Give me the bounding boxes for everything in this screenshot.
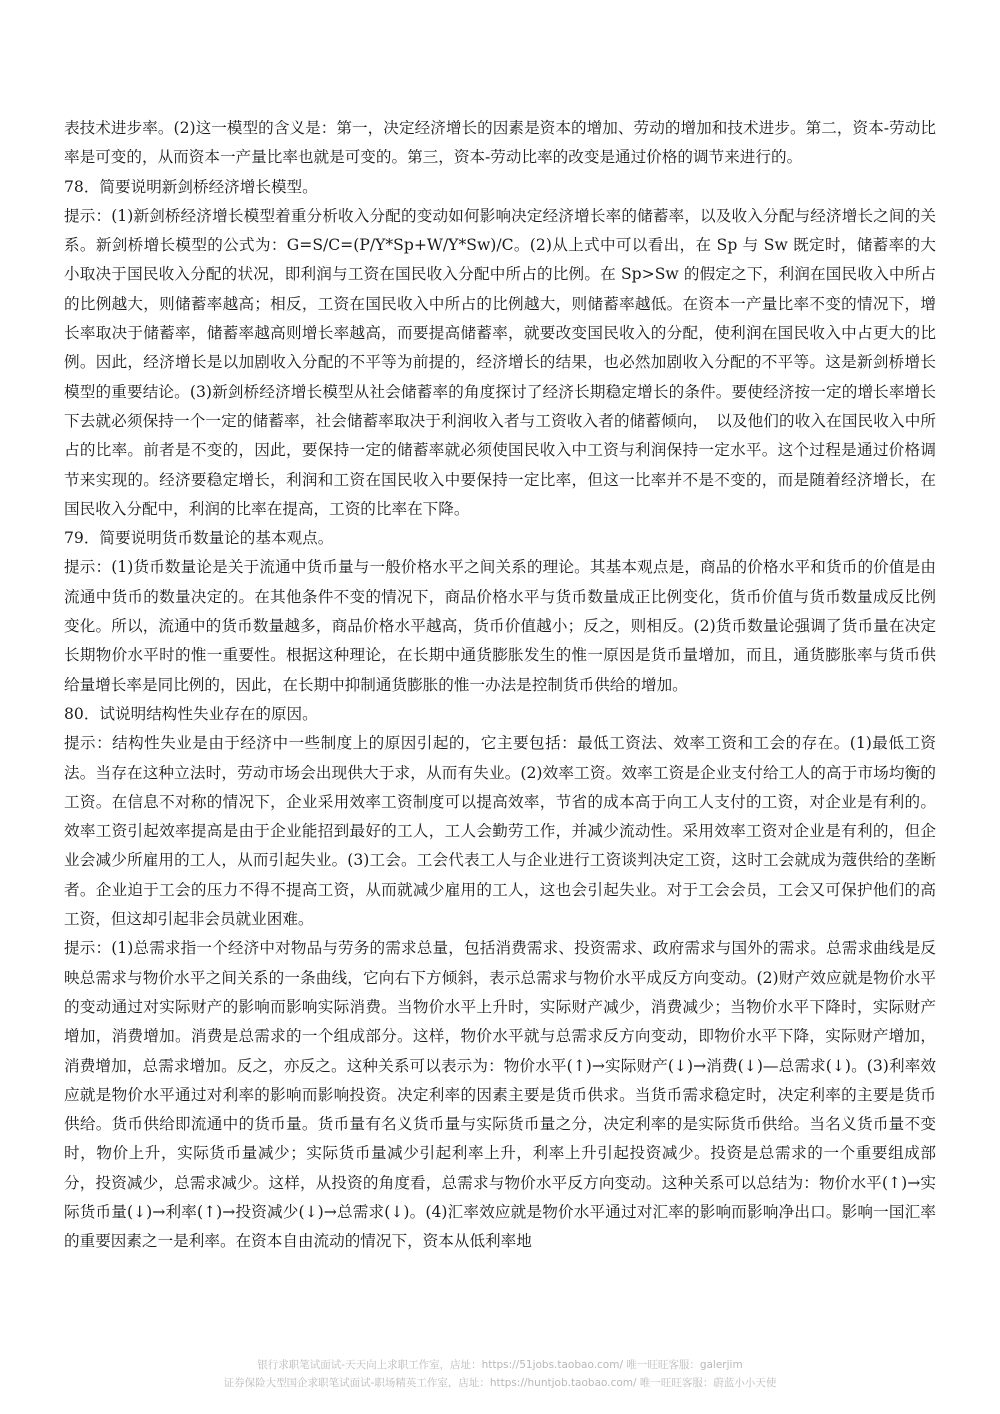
question-80: 80．试说明结构性失业存在的原因。 bbox=[64, 704, 318, 723]
question-78: 78．简要说明新剑桥经济增长模型。 bbox=[64, 177, 318, 196]
footer-line-2: 证券保险大型国企求职笔试面试-职场精英工作室，店址：https://huntjob.taobao.com/ 唯一旺旺客服：蔚蓝小小天使 bbox=[223, 1377, 777, 1389]
answer-79: 提示：(1)货币数量论是关于流通中货币量与一般价格水平之间关系的理论。其基本观点是，商品的价格水平和货币的价值是由流通中货币的数量决定的。在其他条件不变的情况下，商品价格水平与货币数量成正比例变化，货币价值与货币数量成反比例变化。所以，流通中的货币数量越多，商品价格水平越高，货币价值越小；反之，则相反。(2)货币数量论强调了货币量在决定长期物价水平时的惟一重要性。根据这种理论，在长期中通货膨胀发生的惟一原因是货币量增加，而且，通货膨胀率与货币供给量增长率是同比例的，因此，在长期中抑制通货膨胀的惟一办法是控制货币供给的增加。 bbox=[64, 558, 936, 694]
answer-78: 提示：(1)新剑桥经济增长模型着重分析收入分配的变动如何影响决定经济增长率的储蓄率，以及收入分配与经济增长之间的关系。新剑桥增长模型的公式为：G=S/C=(P/Y*Sp+W/Y*Sw)/C。(2)从上式中可以看出，在 Sp 与 Sw 既定时，储蓄率的大小取决于国民收入分配的状况，即利润与工资在国民收入分配中所占的比例。在 Sp>Sw 的假定之下，利润在国民收入中所占的比例越大，则储蓄率越高；相反，工资在国民收入中所占的比例越大，则储蓄率越低。在资本一产量比率不变的情况下，增长率取决于储蓄率，储蓄率越高则增长率越高，而要提高储蓄率，就要改变国民收入的分配，使利润在国民收入中占更大的比例。因此，经济增长是以加剧收入分配的不平等为前提的，经济增长的结果，也必然加剧收入分配的不平等。这是新剑桥增长模型的重要结论。(3)新剑桥经济增长模型从社会储蓄率的角度探讨了经济长期稳定增长的条件。要使经济按一定的增长率增长下去就必须保持一个一定的储蓄率，社会储蓄率取决于利润收入者与工资收入者的储蓄倾向， 以及他们的收入在国民收入中所占的比率。前者是不变的，因此，要保持一定的储蓄率就必须使国民收入中工资与利润保持一定水平。这个过程是通过价格调节来实现的。经济要稳定增长，利润和工资在国民收入中要保持一定比率，但这一比率并不是不变的，而是随着经济增长，在国民收入分配中，利润的比率在提高，工资的比率在下降。 bbox=[64, 206, 936, 518]
answer-80: 提示：结构性失业是由于经济中一些制度上的原因引起的，它主要包括：最低工资法、效率工资和工会的存在。(1)最低工资法。当存在这种立法时，劳动市场会出现供大于求，从而有失业。(2)效率工资。效率工资是企业支付给工人的高于市场均衡的工资。在信息不对称的情况下，企业采用效率工资制度可以提高效率，节省的成本高于向工人支付的工资，对企业是有利的。效率工资引起效率提高是由于企业能招到最好的工人，工人会勤劳工作，并减少流动性。采用效率工资对企业是有利的，但企业会减少所雇用的工人，从而引起失业。(3)工会。工会代表工人与企业进行工资谈判决定工资，这时工会就成为蔻供给的垄断者。企业迫于工会的压力不得不提高工资，从而就减少雇用的工人，这也会引起失业。对于工会会员，工会又可保护他们的高工资，但这却引起非会员就业困难。 bbox=[64, 734, 936, 929]
document-body bbox=[64, 114, 936, 1257]
answer-aggregate-demand: 提示：(1)总需求指一个经济中对物品与劳务的需求总量，包括消费需求、投资需求、政府需求与国外的需求。总需求曲线是反映总需求与物价水平之间关系的一条曲线，它向右下方倾斜，表示总需求与物价水平成反方向变动。(2)财产效应就是物价水平的变动通过对实际财产的影响而影响实际消费。当物价水平上升时，实际财产减少，消费减少；当物价水平下降时，实际财产增加，消费增加。消费是总需求的一个组成部分。这样，物价水平就与总需求反方向变动，即物价水平下降，实际财产增加，消费增加，总需求增加。反之，亦反之。这种关系可以表示为：物价水平(↑)→实际财产(↓)→消费(↓)—总需求(↓)。(3)利率效应就是物价水平通过对利率的影响而影响投资。决定利率的因素主要是货币供求。当货币需求稳定时，决定利率的主要是货币供给。货币供给即流通中的货币量。货币量有名义货币量与实际货币量之分，决定利率的是实际货币供给。当名义货币量不变时，物价上升，实际货币量减少；实际货币量减少引起利率上升，利率上升引起投资减少。投资是总需求的一个重要组成部分，投资减少，总需求减少。这样，从投资的角度看，总需求与物价水平反方向变动。这种关系可以总结为：物价水平(↑)→实际货币量(↓)→利率(↑)→投资减少(↓)→总需求(↓)。(4)汇率效应就是物价水平通过对汇率的影响而影响净出口。影响一国汇率的重要因素之一是利率。在资本自由流动的情况下，资本从低利率地 bbox=[64, 939, 936, 1251]
footer-line-1: 银行求职笔试面试-天天向上求职工作室，店址：https://51jobs.taobao.com/ 唯一旺旺客服：galerjim bbox=[257, 1359, 743, 1371]
paragraph-continuation: 表技术进步率。(2)这一模型的含义是：第一，决定经济增长的因素是资本的增加、劳动的增加和技术进步。第二，资本-劳动比率是可变的，从而资本一产量比率也就是可变的。第三，资本-劳动比率的改变是通过价格的调节来进行的。 bbox=[64, 119, 936, 167]
question-79: 79．简要说明货币数量论的基本观点。 bbox=[64, 529, 334, 548]
